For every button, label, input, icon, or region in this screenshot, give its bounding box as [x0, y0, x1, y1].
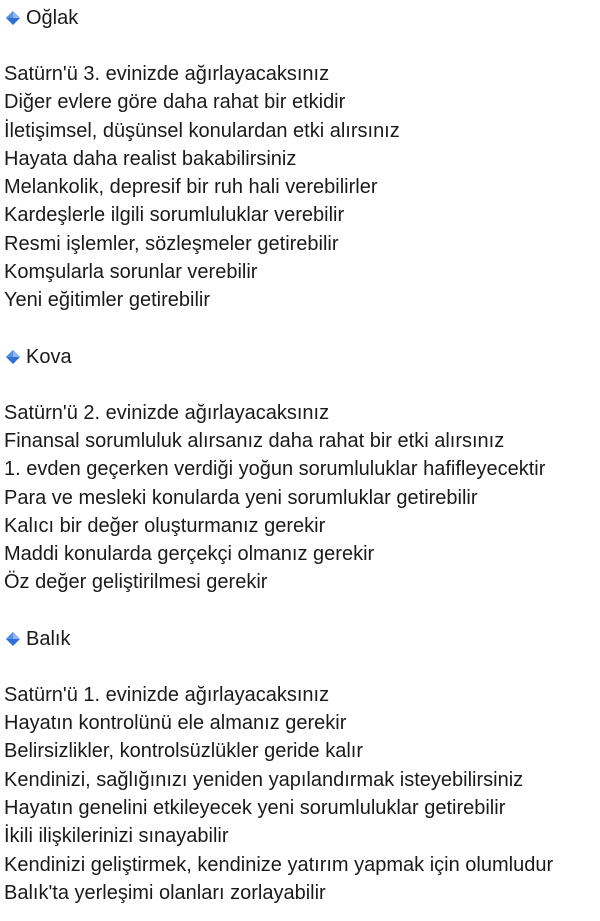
section-title: Balık [26, 627, 71, 650]
small-blue-diamond-icon [4, 630, 22, 648]
section-heading [4, 343, 600, 371]
text-line: Diğer evlere göre daha rahat bir etkidir [4, 91, 346, 114]
text-line: Finansal sorumluluk alırsanız daha rahat bir etki alırsınız [4, 429, 505, 452]
text-line: Yeni eğitimler getirebilir [4, 289, 211, 312]
text-line: İletişimsel, düşünsel konulardan etki alırsınız [4, 119, 400, 142]
blank-line [4, 653, 600, 681]
blank-line [4, 371, 600, 399]
text-line: Melankolik, depresif bir ruh hali verebilirler [4, 176, 378, 199]
section-oglak [4, 4, 600, 343]
text-line: 1. evden geçerken verdiği yoğun sorumluluklar hafifleyecektir [4, 458, 546, 481]
text-line: Hayata daha realist bakabilirsiniz [4, 147, 297, 170]
section-kova [4, 343, 600, 625]
blank-line [4, 32, 600, 60]
text-line: Maddi konularda gerçekçi olmanız gerekir [4, 543, 375, 566]
text-line: İkili ilişkilerinizi sınayabilir [4, 825, 229, 848]
small-blue-diamond-icon [4, 9, 22, 27]
text-line: Satürn'ü 3. evinizde ağırlayacaksınız [4, 63, 330, 85]
text-line: Komşularla sorunlar verebilir [4, 261, 258, 284]
text-line: Öz değer geliştirilmesi gerekir [4, 571, 268, 594]
text-line: Kendinizi geliştirmek, kendinize yatırım yapmak için olumludur [4, 853, 554, 876]
text-line: Belirsizlikler, kontrolsüzlükler geride kalır [4, 740, 364, 763]
section-balik [4, 625, 600, 907]
text-line: Para ve mesleki konularda yeni sorumluklar getirebilir [4, 486, 478, 509]
text-line: Hayatın genelini etkileyecek yeni sorumluluklar getirebilir [4, 796, 506, 819]
text-line: Satürn'ü 1. evinizde ağırlayacaksınız [4, 683, 330, 706]
text-line: Kalıcı bir değer oluşturmanız gerekir [4, 514, 326, 537]
text-line: Satürn'ü 2. evinizde ağırlayacaksınız [4, 401, 330, 424]
section-title: Oğlak [26, 7, 79, 29]
section-heading [4, 625, 600, 653]
section-title: Kova [26, 345, 72, 368]
text-line: Kardeşlerle ilgili sorumluluklar verebilir [4, 204, 345, 227]
text-line: Hayatın kontrolünü ele almanız gerekir [4, 712, 347, 735]
text-line: Balık'ta yerleşimi olanları zorlayabilir [4, 881, 326, 904]
text-line: Kendinizi, sağlığınızı yeniden yapılandırmak isteyebilirsiniz [4, 768, 524, 791]
section-heading [4, 4, 600, 32]
small-blue-diamond-icon [4, 348, 22, 366]
blank-line [4, 315, 600, 343]
blank-line [4, 597, 600, 625]
text-line: Resmi işlemler, sözleşmeler getirebilir [4, 232, 339, 255]
